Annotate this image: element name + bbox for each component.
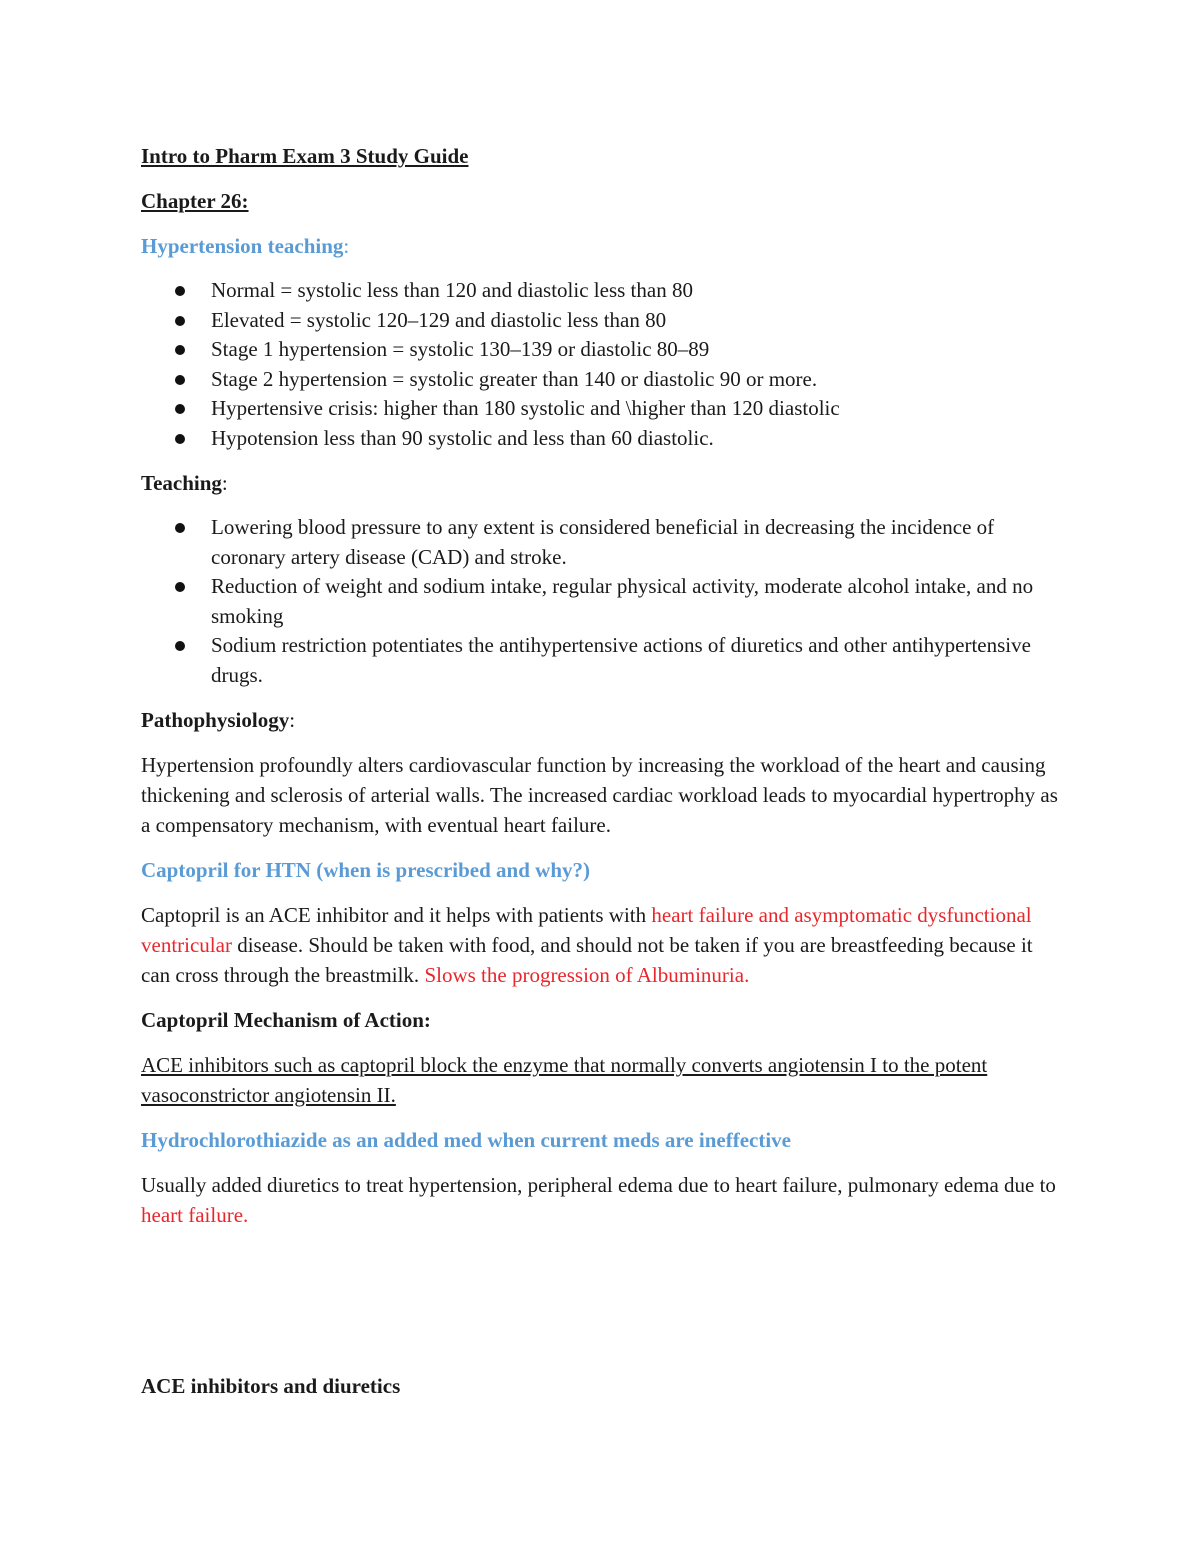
teaching-heading-text: Teaching (141, 471, 222, 495)
hypertension-teaching-heading (141, 231, 1061, 261)
list-item-text: Sodium restriction potentiates the antihypertensive actions of diuretics and other antihypertensive drugs. (211, 633, 1031, 687)
captopril-moa-paragraph: ACE inhibitors such as captopril block the enzyme that normally converts angiotensin I to the potent vasoconstrictor angiotensin II. (141, 1053, 988, 1107)
list-item (141, 424, 1061, 454)
list-item (141, 365, 1061, 395)
bullet-icon (175, 345, 185, 355)
ace-diuretics-heading: ACE inhibitors and diuretics (141, 1374, 401, 1398)
captopril-highlight-1: heart failure and asymptomatic dysfunctional ventricular (141, 903, 1032, 957)
captopril-highlight-2: Slows the progression of Albuminuria. (424, 963, 750, 987)
bullet-icon (175, 316, 185, 326)
document-title: Intro to Pharm Exam 3 Study Guide (141, 144, 469, 168)
captopril-text-1: Captopril is an ACE inhibitor and it helps with patients with (141, 903, 652, 927)
list-item-text: Stage 2 hypertension = systolic greater than 140 or diastolic 90 or more. (211, 366, 818, 391)
bullet-icon (175, 286, 185, 296)
list-item-text: Reduction of weight and sodium intake, regular physical activity, moderate alcohol intake, and no smoking (211, 574, 1034, 628)
bullet-icon (175, 523, 185, 533)
bullet-icon (175, 582, 185, 592)
list-item (141, 394, 1061, 424)
list-item (141, 513, 1061, 572)
teaching-heading (141, 468, 1061, 498)
list-item (141, 572, 1061, 631)
pathophysiology-heading-colon: : (289, 708, 296, 732)
hctz-heading: Hydrochlorothiazide as an added med when current meds are ineffective (141, 1128, 791, 1152)
list-item-text: Elevated = systolic 120–129 and diastolic less than 80 (211, 307, 667, 332)
pathophysiology-paragraph: Hypertension profoundly alters cardiovascular function by increasing the workload of the heart and causing thickening and sclerosis of arterial walls. The increased cardiac workload leads to myocardial hypertrophy as a compensatory mechanism, with eventual heart failure. (141, 753, 1058, 837)
teaching-list (141, 513, 1061, 690)
list-item (141, 335, 1061, 365)
bullet-icon (175, 375, 185, 385)
pathophysiology-heading (141, 705, 1061, 735)
hctz-paragraph (141, 1170, 1061, 1230)
list-item-text: Normal = systolic less than 120 and diastolic less than 80 (211, 278, 693, 302)
list-item (141, 306, 1061, 336)
bullet-icon (175, 434, 185, 444)
hctz-highlight: heart failure. (141, 1203, 249, 1227)
list-item-text: Hypotension less than 90 systolic and less than 60 diastolic. (211, 425, 714, 450)
list-item (141, 276, 1061, 306)
list-item-text: Hypertensive crisis: higher than 180 systolic and \higher than 120 diastolic (211, 396, 840, 420)
captopril-moa-heading: Captopril Mechanism of Action: (141, 1008, 431, 1032)
bullet-icon (175, 404, 185, 414)
captopril-paragraph (141, 900, 1061, 990)
chapter-heading: Chapter 26: (141, 189, 249, 213)
teaching-heading-colon: : (221, 471, 228, 495)
hypertension-teaching-heading-text: Hypertension teaching (141, 234, 344, 258)
pathophysiology-heading-text: Pathophysiology (141, 708, 290, 732)
hypertension-teaching-list (141, 276, 1061, 453)
bullet-icon (175, 641, 185, 651)
captopril-text-2: disease. Should be taken with food, and should not be taken if you are breastfeeding because it can cross through the breastmilk. (141, 933, 1033, 987)
captopril-heading: Captopril for HTN (when is prescribed and why?) (141, 858, 591, 882)
hctz-text: Usually added diuretics to treat hypertension, peripheral edema due to heart failure, pulmonary edema due to (141, 1173, 1056, 1197)
list-item-text: Lowering blood pressure to any extent is considered beneficial in decreasing the incidence of coronary artery disease (CAD) and stroke. (211, 515, 995, 569)
hypertension-teaching-heading-colon: : (343, 234, 350, 258)
list-item-text: Stage 1 hypertension = systolic 130–139 or diastolic 80–89 (211, 337, 710, 361)
document-content (141, 141, 1061, 1245)
list-item (141, 631, 1061, 690)
